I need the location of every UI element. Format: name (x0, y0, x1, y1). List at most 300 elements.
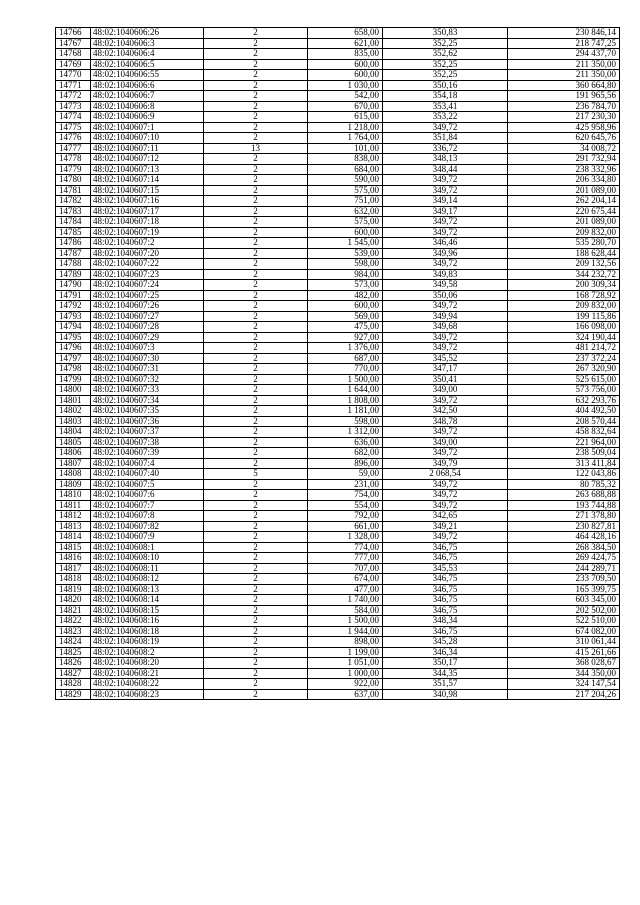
table-row (56, 427, 620, 438)
cadastral-number-cell: 48:02:1040607:31 (91, 364, 204, 375)
area-cell: 1 030,00 (308, 80, 383, 91)
total-value-cell: 262 204,14 (508, 196, 620, 207)
area-cell: 636,00 (308, 437, 383, 448)
unit-value-cell: 346,75 (383, 574, 508, 585)
total-value-cell: 220 675,44 (508, 206, 620, 217)
total-value-cell: 522 510,00 (508, 616, 620, 627)
row-number-cell: 14806 (56, 448, 91, 459)
row-number-cell: 14799 (56, 374, 91, 385)
table-body (56, 28, 620, 700)
cadastral-number-cell: 48:02:1040607:37 (91, 427, 204, 438)
table-row (56, 175, 620, 186)
unit-value-cell: 350,41 (383, 374, 508, 385)
table-row (56, 217, 620, 228)
unit-value-cell: 349,72 (383, 217, 508, 228)
unit-value-cell: 348,44 (383, 164, 508, 175)
count-cell: 2 (204, 217, 308, 228)
row-number-cell: 14807 (56, 458, 91, 469)
table-row (56, 28, 620, 39)
row-number-cell: 14774 (56, 112, 91, 123)
cadastral-number-cell: 48:02:1040608:18 (91, 626, 204, 637)
area-cell: 774,00 (308, 542, 383, 553)
total-value-cell: 209 832,00 (508, 227, 620, 238)
row-number-cell: 14812 (56, 511, 91, 522)
area-cell: 101,00 (308, 143, 383, 154)
cadastral-number-cell: 48:02:1040607:12 (91, 154, 204, 165)
area-cell: 632,00 (308, 206, 383, 217)
cadastral-number-cell: 48:02:1040608:15 (91, 605, 204, 616)
table-row (56, 689, 620, 700)
count-cell: 2 (204, 154, 308, 165)
cadastral-number-cell: 48:02:1040607:28 (91, 322, 204, 333)
cadastral-number-cell: 48:02:1040606:55 (91, 70, 204, 81)
area-cell: 598,00 (308, 259, 383, 270)
cadastral-number-cell: 48:02:1040607:30 (91, 353, 204, 364)
table-row (56, 584, 620, 595)
unit-value-cell: 349,72 (383, 532, 508, 543)
table-row (56, 59, 620, 70)
table-row (56, 196, 620, 207)
area-cell: 1 000,00 (308, 668, 383, 679)
unit-value-cell: 346,75 (383, 626, 508, 637)
table-row (56, 80, 620, 91)
total-value-cell: 344 232,72 (508, 269, 620, 280)
row-number-cell: 14827 (56, 668, 91, 679)
table-row (56, 437, 620, 448)
row-number-cell: 14810 (56, 490, 91, 501)
row-number-cell: 14767 (56, 38, 91, 49)
cadastral-number-cell: 48:02:1040607:5 (91, 479, 204, 490)
cadastral-number-cell: 48:02:1040607:1 (91, 122, 204, 133)
count-cell: 2 (204, 490, 308, 501)
count-cell: 2 (204, 679, 308, 690)
row-number-cell: 14824 (56, 637, 91, 648)
table-row (56, 290, 620, 301)
area-cell: 751,00 (308, 196, 383, 207)
row-number-cell: 14817 (56, 563, 91, 574)
count-cell: 2 (204, 38, 308, 49)
unit-value-cell: 352,62 (383, 49, 508, 60)
unit-value-cell: 340,98 (383, 689, 508, 700)
cadastral-number-cell: 48:02:1040608:20 (91, 658, 204, 669)
total-value-cell: 244 289,71 (508, 563, 620, 574)
area-cell: 658,00 (308, 28, 383, 39)
cadastral-number-cell: 48:02:1040607:18 (91, 217, 204, 228)
cadastral-number-cell: 48:02:1040608:22 (91, 679, 204, 690)
unit-value-cell: 354,18 (383, 91, 508, 102)
area-cell: 1 545,00 (308, 238, 383, 249)
area-cell: 482,00 (308, 290, 383, 301)
row-number-cell: 14789 (56, 269, 91, 280)
count-cell: 2 (204, 353, 308, 364)
cadastral-number-cell: 48:02:1040608:2 (91, 647, 204, 658)
total-value-cell: 458 832,64 (508, 427, 620, 438)
cadastral-number-cell: 48:02:1040608:1 (91, 542, 204, 553)
unit-value-cell: 349,72 (383, 227, 508, 238)
total-value-cell: 191 965,56 (508, 91, 620, 102)
total-value-cell: 34 008,72 (508, 143, 620, 154)
area-cell: 600,00 (308, 227, 383, 238)
area-cell: 792,00 (308, 511, 383, 522)
unit-value-cell: 346,75 (383, 553, 508, 564)
row-number-cell: 14811 (56, 500, 91, 511)
table-row (56, 469, 620, 480)
area-cell: 584,00 (308, 605, 383, 616)
cadastral-number-cell: 48:02:1040607:23 (91, 269, 204, 280)
total-value-cell: 165 399,75 (508, 584, 620, 595)
count-cell: 2 (204, 668, 308, 679)
area-cell: 838,00 (308, 154, 383, 165)
area-cell: 1 328,00 (308, 532, 383, 543)
row-number-cell: 14816 (56, 553, 91, 564)
cadastral-number-cell: 48:02:1040607:6 (91, 490, 204, 501)
area-cell: 542,00 (308, 91, 383, 102)
cadastral-number-cell: 48:02:1040606:7 (91, 91, 204, 102)
row-number-cell: 14771 (56, 80, 91, 91)
cadastral-number-cell: 48:02:1040607:27 (91, 311, 204, 322)
table-row (56, 248, 620, 259)
total-value-cell: 236 784,70 (508, 101, 620, 112)
unit-value-cell: 352,25 (383, 70, 508, 81)
cadastral-number-cell: 48:02:1040607:20 (91, 248, 204, 259)
area-cell: 896,00 (308, 458, 383, 469)
total-value-cell: 324 147,54 (508, 679, 620, 690)
total-value-cell: 415 261,66 (508, 647, 620, 658)
cadastral-number-cell: 48:02:1040607:9 (91, 532, 204, 543)
table-row (56, 122, 620, 133)
count-cell: 2 (204, 175, 308, 186)
row-number-cell: 14826 (56, 658, 91, 669)
area-cell: 600,00 (308, 70, 383, 81)
count-cell: 2 (204, 269, 308, 280)
count-cell: 2 (204, 248, 308, 259)
row-number-cell: 14791 (56, 290, 91, 301)
count-cell: 2 (204, 385, 308, 396)
count-cell: 2 (204, 133, 308, 144)
row-number-cell: 14778 (56, 154, 91, 165)
count-cell: 2 (204, 406, 308, 417)
unit-value-cell: 349,79 (383, 458, 508, 469)
area-cell: 615,00 (308, 112, 383, 123)
area-cell: 754,00 (308, 490, 383, 501)
area-cell: 600,00 (308, 59, 383, 70)
total-value-cell: 230 846,14 (508, 28, 620, 39)
table-row (56, 595, 620, 606)
row-number-cell: 14780 (56, 175, 91, 186)
total-value-cell: 360 664,80 (508, 80, 620, 91)
area-cell: 554,00 (308, 500, 383, 511)
unit-value-cell: 352,25 (383, 38, 508, 49)
table-row (56, 658, 620, 669)
total-value-cell: 218 747,25 (508, 38, 620, 49)
count-cell: 2 (204, 563, 308, 574)
unit-value-cell: 349,72 (383, 490, 508, 501)
cadastral-number-cell: 48:02:1040606:8 (91, 101, 204, 112)
cadastral-number-cell: 48:02:1040607:3 (91, 343, 204, 354)
count-cell: 2 (204, 196, 308, 207)
table-row (56, 500, 620, 511)
total-value-cell: 208 570,44 (508, 416, 620, 427)
unit-value-cell: 351,84 (383, 133, 508, 144)
row-number-cell: 14818 (56, 574, 91, 585)
count-cell: 2 (204, 301, 308, 312)
cadastral-number-cell: 48:02:1040607:36 (91, 416, 204, 427)
table-row (56, 301, 620, 312)
row-number-cell: 14775 (56, 122, 91, 133)
row-number-cell: 14814 (56, 532, 91, 543)
total-value-cell: 404 492,50 (508, 406, 620, 417)
table-row (56, 647, 620, 658)
table-row (56, 154, 620, 165)
table-row (56, 91, 620, 102)
total-value-cell: 291 732,94 (508, 154, 620, 165)
table-row (56, 637, 620, 648)
count-cell: 2 (204, 122, 308, 133)
count-cell: 2 (204, 521, 308, 532)
total-value-cell: 573 756,00 (508, 385, 620, 396)
unit-value-cell: 348,78 (383, 416, 508, 427)
unit-value-cell: 349,00 (383, 437, 508, 448)
row-number-cell: 14813 (56, 521, 91, 532)
cadastral-number-cell: 48:02:1040608:23 (91, 689, 204, 700)
table-row (56, 616, 620, 627)
table-row (56, 490, 620, 501)
unit-value-cell: 349,72 (383, 301, 508, 312)
unit-value-cell: 349,14 (383, 196, 508, 207)
count-cell: 2 (204, 49, 308, 60)
table-row (56, 353, 620, 364)
total-value-cell: 310 061,44 (508, 637, 620, 648)
unit-value-cell: 346,75 (383, 595, 508, 606)
total-value-cell: 166 098,00 (508, 322, 620, 333)
unit-value-cell: 353,41 (383, 101, 508, 112)
table-row (56, 679, 620, 690)
table-row (56, 101, 620, 112)
row-number-cell: 14785 (56, 227, 91, 238)
area-cell: 1 181,00 (308, 406, 383, 417)
area-cell: 575,00 (308, 185, 383, 196)
unit-value-cell: 349,58 (383, 280, 508, 291)
table-row (56, 511, 620, 522)
row-number-cell: 14808 (56, 469, 91, 480)
row-number-cell: 14773 (56, 101, 91, 112)
row-number-cell: 14772 (56, 91, 91, 102)
total-value-cell: 217 204,26 (508, 689, 620, 700)
count-cell: 2 (204, 395, 308, 406)
unit-value-cell: 349,00 (383, 385, 508, 396)
total-value-cell: 535 280,70 (508, 238, 620, 249)
count-cell: 2 (204, 626, 308, 637)
total-value-cell: 230 827,81 (508, 521, 620, 532)
area-cell: 621,00 (308, 38, 383, 49)
total-value-cell: 294 437,70 (508, 49, 620, 60)
unit-value-cell: 348,13 (383, 154, 508, 165)
unit-value-cell: 2 068,54 (383, 469, 508, 480)
area-cell: 231,00 (308, 479, 383, 490)
cadastral-number-cell: 48:02:1040606:9 (91, 112, 204, 123)
count-cell: 2 (204, 364, 308, 375)
count-cell: 2 (204, 259, 308, 270)
total-value-cell: 324 190,44 (508, 332, 620, 343)
cadastral-number-cell: 48:02:1040607:39 (91, 448, 204, 459)
unit-value-cell: 344,35 (383, 668, 508, 679)
unit-value-cell: 349,72 (383, 332, 508, 343)
table-row (56, 532, 620, 543)
cadastral-number-cell: 48:02:1040607:25 (91, 290, 204, 301)
table-row (56, 206, 620, 217)
count-cell: 2 (204, 332, 308, 343)
area-cell: 575,00 (308, 217, 383, 228)
total-value-cell: 238 332,96 (508, 164, 620, 175)
cadastral-number-cell: 48:02:1040608:19 (91, 637, 204, 648)
area-cell: 898,00 (308, 637, 383, 648)
count-cell: 2 (204, 311, 308, 322)
total-value-cell: 525 615,00 (508, 374, 620, 385)
table-row (56, 605, 620, 616)
table-row (56, 479, 620, 490)
total-value-cell: 238 509,04 (508, 448, 620, 459)
cadastral-number-cell: 48:02:1040607:34 (91, 395, 204, 406)
count-cell: 2 (204, 637, 308, 648)
unit-value-cell: 342,50 (383, 406, 508, 417)
table-row (56, 542, 620, 553)
total-value-cell: 263 688,88 (508, 490, 620, 501)
area-cell: 1 740,00 (308, 595, 383, 606)
total-value-cell: 268 384,50 (508, 542, 620, 553)
cadastral-number-cell: 48:02:1040607:15 (91, 185, 204, 196)
table-row (56, 185, 620, 196)
area-cell: 835,00 (308, 49, 383, 60)
table-row (56, 563, 620, 574)
total-value-cell: 168 728,92 (508, 290, 620, 301)
total-value-cell: 620 645,76 (508, 133, 620, 144)
count-cell: 2 (204, 458, 308, 469)
table-row (56, 406, 620, 417)
cadastral-number-cell: 48:02:1040607:13 (91, 164, 204, 175)
table-row (56, 343, 620, 354)
unit-value-cell: 349,72 (383, 395, 508, 406)
unit-value-cell: 346,46 (383, 238, 508, 249)
cadastral-number-cell: 48:02:1040607:40 (91, 469, 204, 480)
total-value-cell: 206 334,80 (508, 175, 620, 186)
count-cell: 2 (204, 553, 308, 564)
total-value-cell: 209 832,00 (508, 301, 620, 312)
count-cell: 2 (204, 479, 308, 490)
count-cell: 2 (204, 448, 308, 459)
count-cell: 2 (204, 416, 308, 427)
total-value-cell: 221 964,00 (508, 437, 620, 448)
area-cell: 539,00 (308, 248, 383, 259)
unit-value-cell: 350,16 (383, 80, 508, 91)
row-number-cell: 14790 (56, 280, 91, 291)
row-number-cell: 14769 (56, 59, 91, 70)
table-row (56, 269, 620, 280)
area-cell: 1 500,00 (308, 616, 383, 627)
row-number-cell: 14779 (56, 164, 91, 175)
unit-value-cell: 349,72 (383, 175, 508, 186)
table-row (56, 332, 620, 343)
count-cell: 5 (204, 469, 308, 480)
count-cell: 2 (204, 290, 308, 301)
unit-value-cell: 345,53 (383, 563, 508, 574)
area-cell: 1 944,00 (308, 626, 383, 637)
total-value-cell: 211 350,00 (508, 70, 620, 81)
cadastral-number-cell: 48:02:1040608:10 (91, 553, 204, 564)
row-number-cell: 14821 (56, 605, 91, 616)
unit-value-cell: 352,25 (383, 59, 508, 70)
table-row (56, 668, 620, 679)
row-number-cell: 14825 (56, 647, 91, 658)
area-cell: 984,00 (308, 269, 383, 280)
unit-value-cell: 349,94 (383, 311, 508, 322)
cadastral-number-cell: 48:02:1040606:6 (91, 80, 204, 91)
unit-value-cell: 349,17 (383, 206, 508, 217)
total-value-cell: 209 132,56 (508, 259, 620, 270)
area-cell: 573,00 (308, 280, 383, 291)
row-number-cell: 14768 (56, 49, 91, 60)
unit-value-cell: 349,68 (383, 322, 508, 333)
count-cell: 2 (204, 374, 308, 385)
area-cell: 670,00 (308, 101, 383, 112)
cadastral-value-table (55, 27, 620, 700)
count-cell: 2 (204, 616, 308, 627)
row-number-cell: 14820 (56, 595, 91, 606)
area-cell: 1 764,00 (308, 133, 383, 144)
table-row (56, 521, 620, 532)
unit-value-cell: 351,57 (383, 679, 508, 690)
table-row (56, 280, 620, 291)
cadastral-number-cell: 48:02:1040606:3 (91, 38, 204, 49)
total-value-cell: 122 043,86 (508, 469, 620, 480)
total-value-cell: 481 214,72 (508, 343, 620, 354)
unit-value-cell: 348,34 (383, 616, 508, 627)
total-value-cell: 313 411,84 (508, 458, 620, 469)
row-number-cell: 14809 (56, 479, 91, 490)
row-number-cell: 14801 (56, 395, 91, 406)
area-cell: 475,00 (308, 322, 383, 333)
cadastral-number-cell: 48:02:1040607:4 (91, 458, 204, 469)
row-number-cell: 14823 (56, 626, 91, 637)
row-number-cell: 14788 (56, 259, 91, 270)
table-row (56, 238, 620, 249)
area-cell: 600,00 (308, 301, 383, 312)
total-value-cell: 193 744,88 (508, 500, 620, 511)
cadastral-number-cell: 48:02:1040607:29 (91, 332, 204, 343)
unit-value-cell: 345,52 (383, 353, 508, 364)
count-cell: 2 (204, 500, 308, 511)
unit-value-cell: 349,72 (383, 500, 508, 511)
area-cell: 569,00 (308, 311, 383, 322)
cadastral-number-cell: 48:02:1040608:16 (91, 616, 204, 627)
unit-value-cell: 349,21 (383, 521, 508, 532)
row-number-cell: 14786 (56, 238, 91, 249)
cadastral-number-cell: 48:02:1040607:2 (91, 238, 204, 249)
total-value-cell: 200 309,34 (508, 280, 620, 291)
area-cell: 674,00 (308, 574, 383, 585)
total-value-cell: 201 089,00 (508, 217, 620, 228)
count-cell: 2 (204, 658, 308, 669)
area-cell: 684,00 (308, 164, 383, 175)
row-number-cell: 14787 (56, 248, 91, 259)
total-value-cell: 344 350,00 (508, 668, 620, 679)
table-row (56, 458, 620, 469)
table-row (56, 227, 620, 238)
total-value-cell: 201 089,00 (508, 185, 620, 196)
area-cell: 598,00 (308, 416, 383, 427)
total-value-cell: 603 345,00 (508, 595, 620, 606)
count-cell: 2 (204, 574, 308, 585)
unit-value-cell: 349,83 (383, 269, 508, 280)
